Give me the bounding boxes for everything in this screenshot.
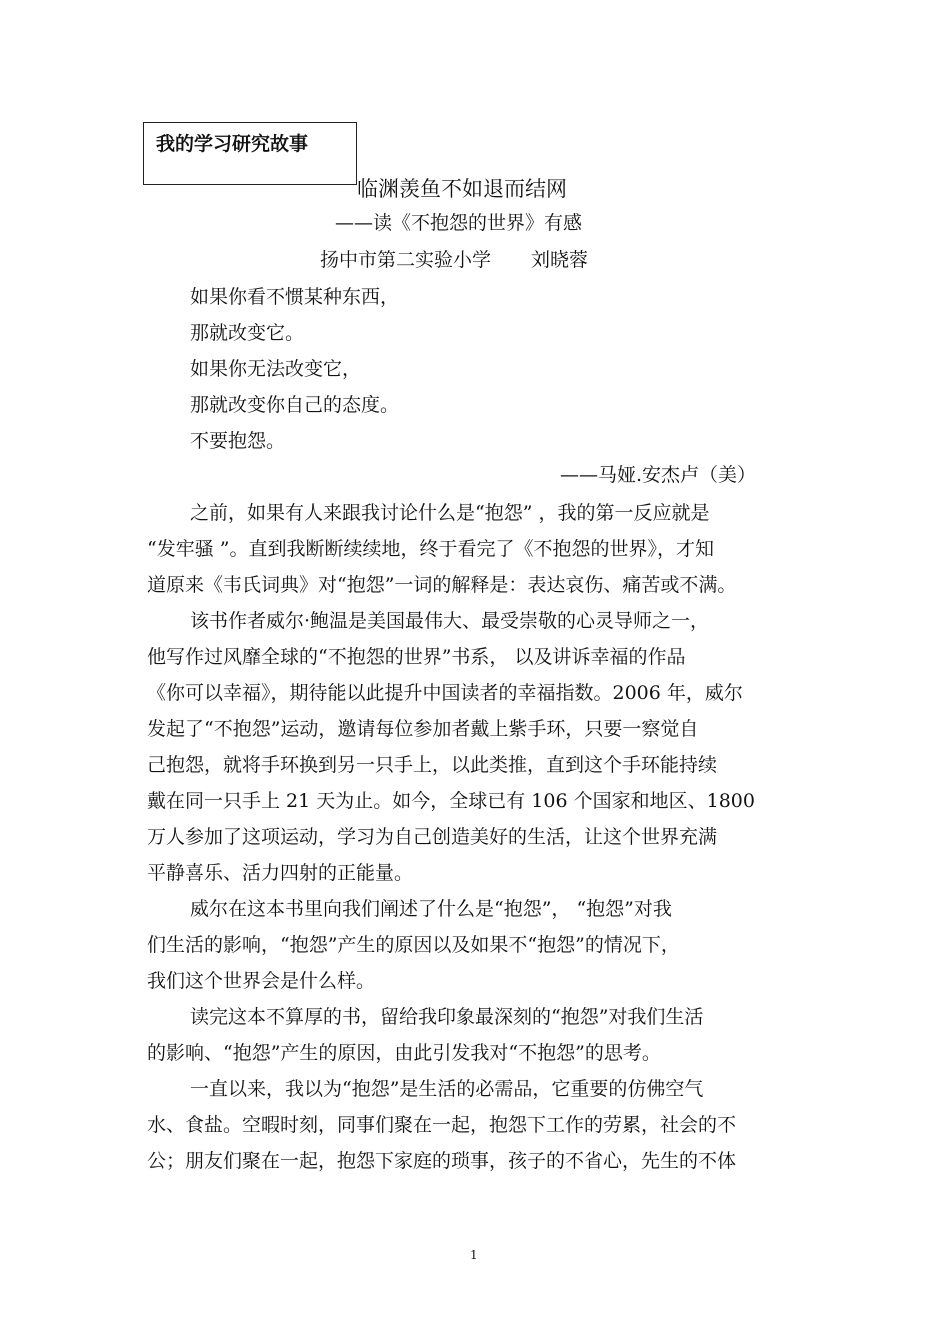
body-line: 戴在同一只手上 21 天为止。如今，全球已有 106 个国家和地区、1800 (147, 790, 755, 812)
body-line: 一直以来，我以为“抱怨”是生活的必需品，它重要的仿佛空气 (190, 1078, 704, 1100)
body-line: 《你可以幸福》，期待能以此提升中国读者的幸福指数。2006 年，威尔 (147, 682, 743, 704)
body-line: 平静喜乐、活力四射的正能量。 (147, 862, 414, 884)
poem-line: 如果你看不惯某种东西， (190, 286, 400, 308)
body-line: 发起了“不抱怨”运动，邀请每位参加者戴上紫手环，只要一察觉自 (147, 718, 699, 740)
body-line: 之前，如果有人来跟我讨论什么是“抱怨” ，我的第一反应就是 (190, 502, 710, 524)
body-line: 该书作者威尔·鲍温是美国最伟大、最受崇敬的心灵导师之一， (190, 610, 710, 632)
body-line: 他写作过风靡全球的“不抱怨的世界”书系， 以及讲诉幸福的作品 (147, 646, 686, 668)
author-name: 刘晓蓉 (531, 249, 589, 271)
poem-line: 那就改变它。 (190, 322, 305, 344)
body-line: 的影响、“抱怨”产生的原因，由此引发我对“不抱怨”的思考。 (147, 1042, 661, 1064)
poem-line: 如果你无法改变它， (190, 358, 362, 380)
author-line (320, 245, 588, 272)
body-line: 水、食盐。空暇时刻，同事们聚在一起，抱怨下工作的劳累，社会的不 (147, 1114, 737, 1136)
story-label-box (143, 122, 357, 185)
poem-attribution: ——马娅.安杰卢（美） (560, 464, 757, 486)
body-line: 们生活的影响，“抱怨”产生的原因以及如果不“抱怨”的情况下， (147, 934, 680, 956)
body-line: 公；朋友们聚在一起，抱怨下家庭的琐事，孩子的不省心，先生的不体 (147, 1150, 737, 1172)
body-line: 道原来《韦氏词典》对“抱怨”一词的解释是：表达哀伤、痛苦或不满。 (147, 574, 737, 596)
body-line: “发牢骚 ”。直到我断断续续地，终于看完了《不抱怨的世界》，才知 (147, 538, 714, 560)
story-label: 我的学习研究故事 (156, 133, 309, 155)
page-number: 1 (470, 1248, 478, 1262)
author-school: 扬中市第二实验小学 (320, 249, 492, 271)
body-line: 读完这本不算厚的书，留给我印象最深刻的“抱怨”对我们生活 (190, 1006, 704, 1028)
body-line: 万人参加了这项运动，学习为自己创造美好的生活，让这个世界充满 (147, 826, 718, 848)
article-subtitle: ——读《不抱怨的世界》有感 (335, 212, 583, 234)
article-title: 临渊羡鱼不如退而结网 (357, 177, 567, 201)
body-line: 我们这个世界会是什么样。 (147, 970, 376, 992)
poem-line: 不要抱怨。 (190, 430, 286, 452)
body-line: 威尔在这本书里向我们阐述了什么是“抱怨”， “抱怨”对我 (190, 898, 672, 920)
poem-line: 那就改变你自己的态度。 (190, 394, 400, 416)
body-line: 己抱怨，就将手环换到另一只手上，以此类推，直到这个手环能持续 (147, 754, 718, 776)
